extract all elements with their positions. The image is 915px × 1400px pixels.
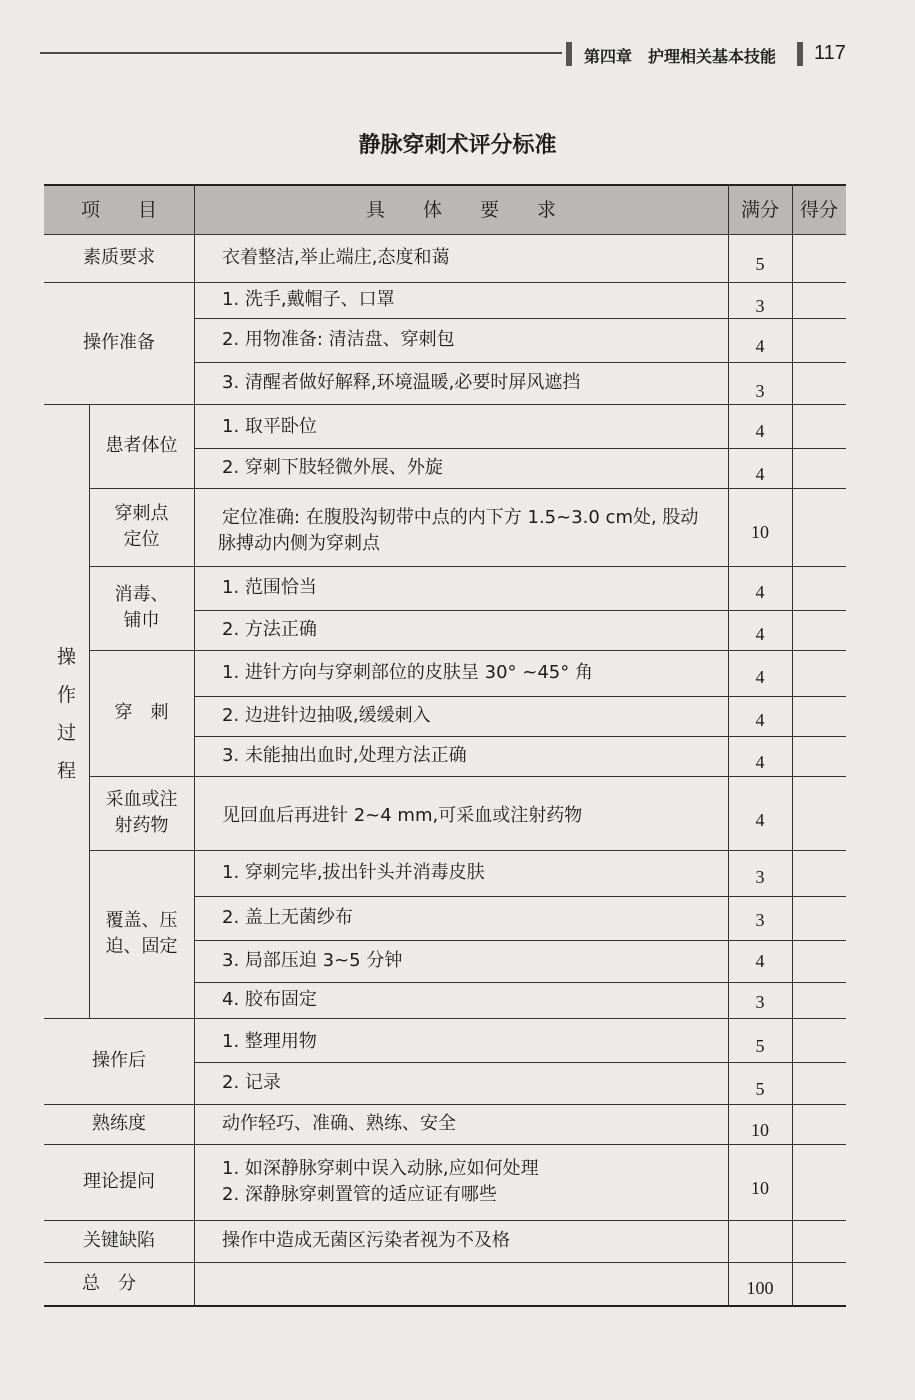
table-bottom-border bbox=[44, 1305, 846, 1307]
row-full-score: 3 bbox=[755, 992, 765, 1012]
row-full-score: 4 bbox=[755, 624, 765, 644]
row-requirement: 见回血后再进针 2~4 mm,可采血或注射药物 bbox=[222, 805, 583, 826]
requirement-line: 2. 深静脉穿刺置管的适应证有哪些 bbox=[222, 1184, 497, 1205]
row-item-label: 理论提问 bbox=[83, 1171, 155, 1192]
row-requirement: 2. 方法正确 bbox=[222, 619, 317, 640]
scoring-table bbox=[44, 184, 846, 1308]
row-full-score: 3 bbox=[755, 296, 765, 316]
row-requirement: 操作中造成无菌区污染者视为不及格 bbox=[222, 1230, 510, 1251]
row-full-score: 4 bbox=[755, 667, 765, 687]
sub-item-label-line: 覆盖、压 bbox=[105, 910, 178, 931]
row-item-label: 操作准备 bbox=[83, 332, 155, 353]
header-divider bbox=[566, 42, 572, 66]
row-item-label: 熟练度 bbox=[92, 1113, 146, 1134]
row-full-score: 10 bbox=[751, 522, 769, 542]
row-item-label: 操作后 bbox=[92, 1050, 146, 1071]
sub-item-label: 患者体位 bbox=[105, 435, 178, 456]
sub-item-label-line: 射药物 bbox=[114, 815, 169, 836]
sub-item-label-line: 消毒、 bbox=[114, 584, 169, 605]
row-requirement: 3. 清醒者做好解释,环境温暖,必要时屏风遮挡 bbox=[222, 372, 581, 393]
table-col-divider bbox=[792, 184, 793, 1306]
col-header-item: 项 目 bbox=[80, 199, 157, 221]
col-header-full-score: 满分 bbox=[740, 199, 779, 221]
sub-item-label-line: 采血或注 bbox=[105, 789, 178, 810]
row-requirement: 1. 取平卧位 bbox=[222, 416, 317, 437]
sub-item-label bbox=[89, 566, 194, 650]
row-requirement: 2. 盖上无菌纱布 bbox=[222, 907, 353, 928]
row-requirement: 4. 胶布固定 bbox=[222, 989, 317, 1010]
sub-item-label-line: 定位 bbox=[123, 529, 160, 550]
sub-item-label bbox=[89, 850, 194, 1018]
row-full-score: 4 bbox=[755, 336, 765, 356]
group-label-char: 过 bbox=[56, 722, 76, 744]
row-requirement bbox=[218, 496, 728, 566]
group-label-char: 程 bbox=[56, 760, 76, 782]
row-full-score: 5 bbox=[755, 254, 765, 274]
requirement-line: 定位准确: 在腹股沟韧带中点的内下方 1.5~3.0 cm处, 股动 bbox=[222, 507, 699, 528]
sub-item-label-line: 铺巾 bbox=[123, 610, 160, 631]
row-full-score: 4 bbox=[755, 582, 765, 602]
row-item-label: 总 分 bbox=[82, 1272, 136, 1294]
group-label-char: 作 bbox=[56, 684, 76, 706]
row-requirement: 2. 边进针边抽吸,缓缓刺入 bbox=[222, 705, 431, 726]
row-item-label: 素质要求 bbox=[83, 247, 155, 268]
row-requirement: 3. 局部压迫 3~5 分钟 bbox=[222, 950, 403, 971]
row-full-score: 4 bbox=[755, 421, 765, 441]
row-requirement: 1. 洗手,戴帽子、口罩 bbox=[222, 289, 395, 310]
table-col-divider bbox=[194, 184, 195, 1306]
header-divider bbox=[797, 42, 803, 66]
row-full-score: 10 bbox=[751, 1178, 769, 1198]
row-requirement: 1. 穿刺完毕,拔出针头并消毒皮肤 bbox=[222, 862, 485, 883]
row-requirement: 3. 未能抽出血时,处理方法正确 bbox=[222, 745, 467, 766]
row-full-score: 4 bbox=[755, 710, 765, 730]
row-requirement: 衣着整洁,举止端庄,态度和蔼 bbox=[222, 247, 450, 268]
col-header-requirement: 具 体 要 求 bbox=[365, 199, 556, 221]
page-title: 静脉穿刺术评分标准 bbox=[358, 133, 557, 158]
row-requirement: 2. 记录 bbox=[222, 1072, 281, 1093]
row-requirement: 1. 范围恰当 bbox=[222, 577, 317, 598]
group-label-char: 操 bbox=[56, 646, 76, 668]
total-score: 100 bbox=[746, 1277, 774, 1298]
row-full-score: 4 bbox=[755, 464, 765, 484]
requirement-line: 脉搏动内侧为穿刺点 bbox=[218, 533, 380, 554]
row-item-label: 关键缺陷 bbox=[83, 1230, 155, 1251]
row-requirement: 动作轻巧、准确、熟练、安全 bbox=[222, 1113, 456, 1134]
row-requirement bbox=[222, 1144, 728, 1220]
sub-item-label-line: 迫、固定 bbox=[105, 936, 178, 957]
chapter-heading: 第四章 护理相关基本技能 bbox=[584, 47, 777, 66]
row-full-score: 3 bbox=[755, 381, 765, 401]
row-full-score: 4 bbox=[755, 752, 765, 772]
header-rule bbox=[40, 52, 562, 54]
row-requirement: 2. 用物准备: 清洁盘、穿刺包 bbox=[222, 329, 455, 350]
row-requirement: 2. 穿刺下肢轻微外展、外旋 bbox=[222, 457, 443, 478]
row-requirement: 1. 进针方向与穿刺部位的皮肤呈 30° ~45° 角 bbox=[222, 662, 593, 683]
row-full-score: 3 bbox=[755, 910, 765, 930]
requirement-line: 1. 如深静脉穿刺中误入动脉,应如何处理 bbox=[222, 1158, 539, 1179]
col-header-score: 得分 bbox=[799, 199, 838, 221]
sub-item-label-line: 穿刺点 bbox=[114, 503, 169, 524]
row-requirement: 1. 整理用物 bbox=[222, 1031, 317, 1052]
row-full-score: 3 bbox=[755, 867, 765, 887]
row-full-score: 10 bbox=[751, 1120, 769, 1140]
row-full-score: 5 bbox=[755, 1036, 765, 1056]
sub-item-label bbox=[89, 488, 194, 566]
page-number: 117 bbox=[814, 42, 846, 64]
sub-item-label bbox=[89, 776, 194, 850]
sub-item-label: 穿 刺 bbox=[114, 702, 169, 723]
row-full-score: 4 bbox=[755, 810, 765, 830]
row-full-score: 4 bbox=[755, 951, 765, 971]
row-full-score: 5 bbox=[755, 1079, 765, 1099]
group-label-procedure bbox=[44, 644, 89, 784]
